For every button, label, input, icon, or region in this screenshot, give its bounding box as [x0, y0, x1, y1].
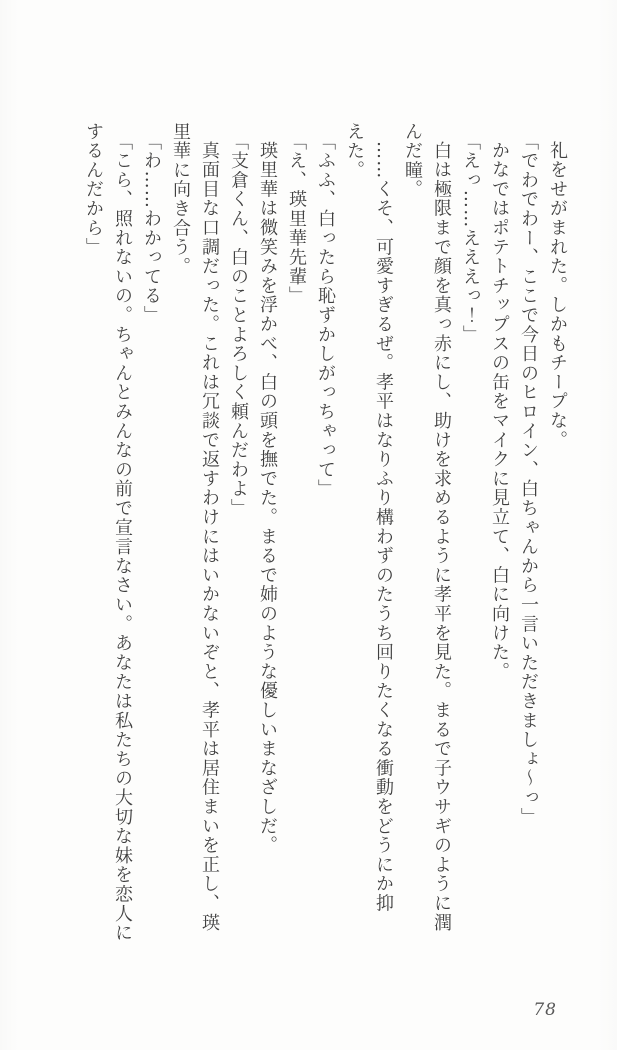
text-line-13: 真面目な口調だった。これは冗談で返すわけにはいかないぞと、孝平は居住まいを正し、瑛: [199, 141, 220, 933]
text-line-17: するんだから」: [83, 122, 104, 258]
text-line-15: 「わ……わかってる」: [141, 131, 162, 325]
text-line-6: んだ瞳。: [402, 122, 423, 200]
text-line-12: 「支倉くん、白のことよろしく頼んだわよ」: [228, 131, 249, 518]
text-line-11: 瑛里華は微笑みを浮かべ、白の頭を撫でた。まるで姉のような優しいまなざしだ。: [257, 141, 278, 856]
vertical-text-block: [79, 122, 572, 950]
text-line-1: 礼をせがまれた。しかもチープな。: [547, 141, 568, 451]
text-line-9: 「ふふ、白ったら恥ずかしがっちゃって」: [315, 131, 336, 499]
text-line-14: 里華に向き合う。: [170, 122, 191, 277]
text-line-8: えた。: [344, 122, 365, 180]
page-number: 78: [533, 1000, 557, 1020]
text-line-5: 白は極限まで顔を真っ赤にし、助けを求めるように孝平を見た。まるで子ウサギのように潤: [431, 141, 452, 933]
text-line-10: 「え、瑛里華先輩」: [286, 131, 307, 306]
text-line-3: かなではポテトチップスの缶をマイクに見立て、白に向けた。: [489, 141, 510, 682]
text-line-2: 「でわでわー、ここで今日のヒロイン、白ちゃんから一言いただきましょ～っ」: [518, 131, 539, 827]
text-line-7: ……くそ、可愛すぎるぜ。孝平はなりふり構わずのたうち回りたくなる衝動をどうにか抑: [373, 141, 394, 914]
text-line-16: 「こら、照れないの。ちゃんとみんなの前で宣言なさい。あなたは私たちの大切な妹を恋人に: [112, 131, 133, 943]
text-line-4: 「えっ……えええっ！」: [460, 131, 481, 344]
